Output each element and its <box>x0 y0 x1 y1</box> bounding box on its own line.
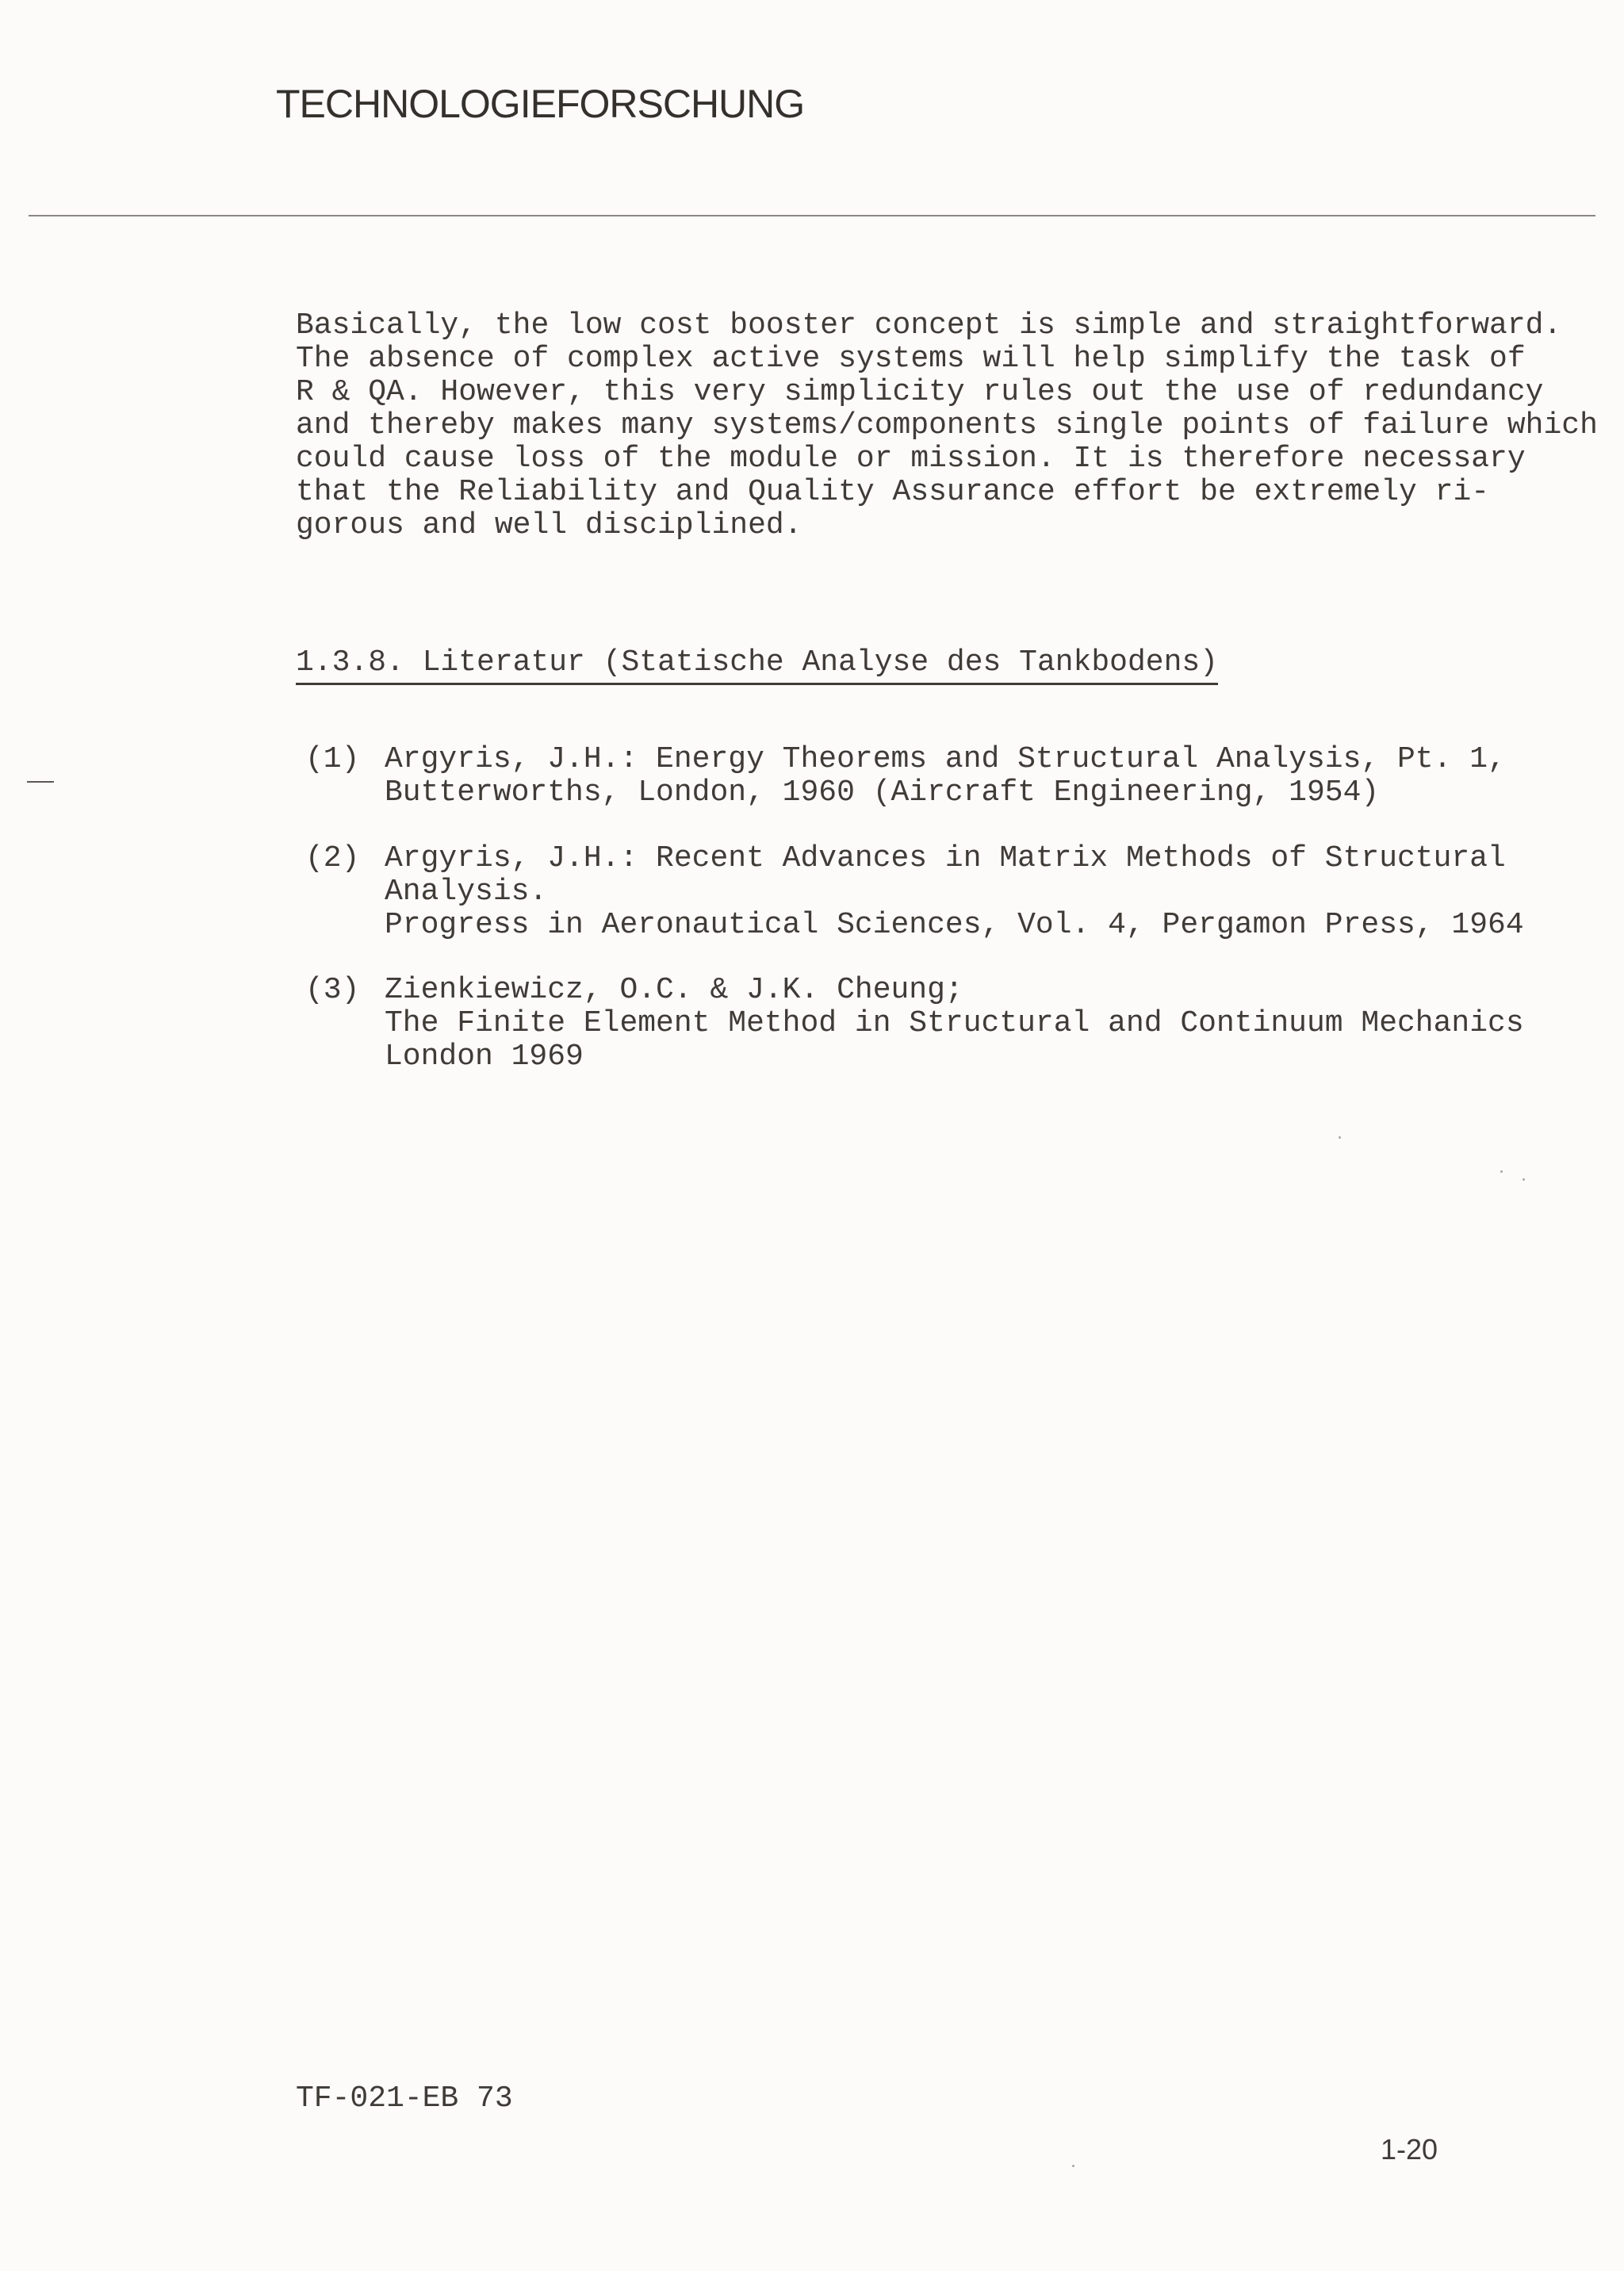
paper-speck <box>1339 1136 1341 1139</box>
paragraph-line: gorous and well disciplined. <box>296 508 802 542</box>
section-heading: 1.3.8. Literatur (Statische Analyse des Tankbodens) <box>296 646 1218 685</box>
reference-line: Zienkiewicz, O.C. & J.K. Cheung; <box>385 973 963 1007</box>
paragraph-line: and thereby makes many systems/components single points of failure which <box>296 408 1598 442</box>
reference-text <box>385 974 1524 1074</box>
reference-line: London 1969 <box>385 1040 584 1074</box>
body-paragraph <box>296 308 1598 542</box>
reference-line: Butterworths, London, 1960 (Aircraft Engineering, 1954) <box>385 776 1380 810</box>
paper-speck <box>1500 1170 1503 1173</box>
paragraph-line: Basically, the low cost booster concept is simple and straightforward. <box>296 308 1562 343</box>
paper-speck <box>1072 2165 1074 2167</box>
reference-number: (3) <box>305 973 360 1007</box>
header-divider <box>29 215 1595 216</box>
reference-line: Argyris, J.H.: Recent Advances in Matrix Methods of Structural <box>385 841 1506 875</box>
page-header-title: TECHNOLOGIEFORSCHUNG <box>276 82 805 126</box>
reference-line: The Finite Element Method in Structural and Continuum Mechanics <box>385 1006 1524 1040</box>
margin-mark <box>27 781 54 783</box>
footer-page-number: 1-20 <box>1381 2133 1438 2166</box>
reference-number: (1) <box>305 742 360 776</box>
paragraph-line: could cause loss of the module or mission. It is therefore necessary <box>296 442 1526 476</box>
paper-speck <box>1522 1178 1525 1181</box>
reference-text <box>385 842 1524 942</box>
reference-line: Argyris, J.H.: Energy Theorems and Structural Analysis, Pt. 1, <box>385 742 1506 776</box>
paragraph-line: R & QA. However, this very simplicity rules out the use of redundancy <box>296 375 1544 409</box>
reference-line: Analysis. <box>385 875 548 909</box>
reference-text <box>385 743 1506 810</box>
reference-number: (2) <box>305 841 360 875</box>
paragraph-line: that the Reliability and Quality Assurance effort be extremely ri- <box>296 475 1490 509</box>
footer-document-code: TF-021-EB 73 <box>296 2081 513 2116</box>
paragraph-line: The absence of complex active systems will help simplify the task of <box>296 342 1526 376</box>
reference-line: Progress in Aeronautical Sciences, Vol. 4, Pergamon Press, 1964 <box>385 908 1524 942</box>
